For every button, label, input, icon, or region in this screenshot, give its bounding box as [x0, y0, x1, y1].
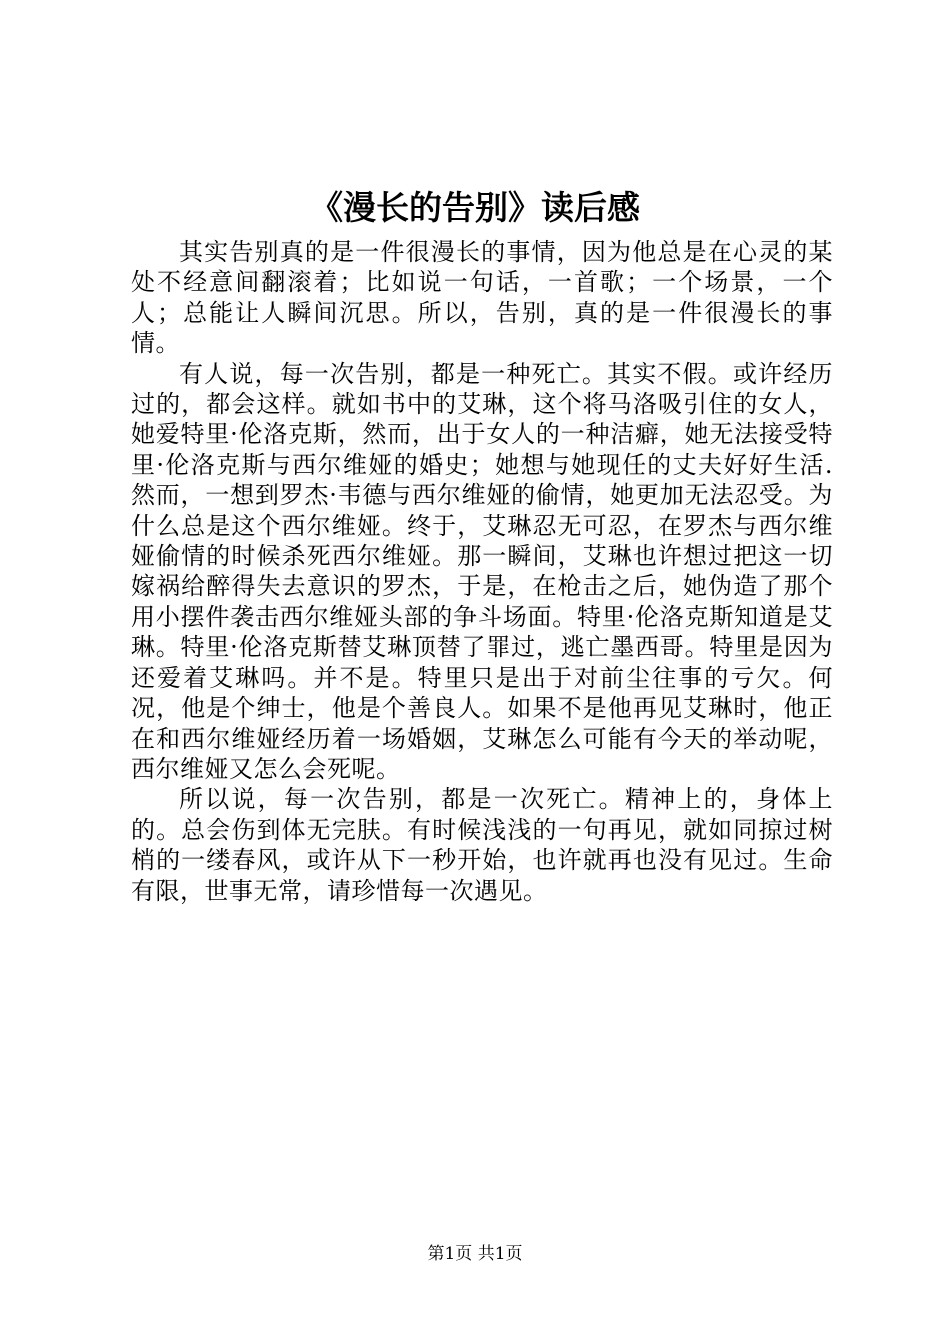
page-footer: 第1页 共1页: [427, 1244, 523, 1264]
paragraph: 所以说，每一次告别，都是一次死亡。精神上的，身体上的。总会伤到体无完肤。有时候浅浅的一句再见，就如同掠过树梢的一缕春风，或许从下一秒开始，也许就再也没有见过。生命有限，世事无常，请珍惜每一次遇见。: [131, 785, 833, 905]
document-body: [131, 237, 833, 906]
paragraph: 其实告别真的是一件很漫长的事情，因为他总是在心灵的某处不经意间翻滚着；比如说一句话，一首歌；一个场景，一个人；总能让人瞬间沉思。所以，告别，真的是一件很漫长的事情。: [131, 238, 833, 358]
paragraph: 有人说，每一次告别，都是一种死亡。其实不假。或许经历过的，都会这样。就如书中的艾琳，这个将马洛吸引住的女人，她爱特里·伦洛克斯，然而，出于女人的一种洁癖，她无法接受特里·伦洛克斯与西尔维娅的婚史；她想与她现任的丈夫好好生活.然而，一想到罗杰·韦德与西尔维娅的偷情，她更加无法忍受。为什么总是这个西尔维娅。终于，艾琳忍无可忍，在罗杰与西尔维娅偷情的时候杀死西尔维娅。那一瞬间，艾琳也许想过把这一切嫁祸给醉得失去意识的罗杰，于是，在枪击之后，她伪造了那个用小摆件袭击西尔维娅头部的争斗场面。特里·伦洛克斯知道是艾琳。特里·伦洛克斯替艾琳顶替了罪过，逃亡墨西哥。特里是因为还爱着艾琳吗。并不是。特里只是出于对前尘往事的亏欠。何况，他是个绅士，他是个善良人。如果不是他再见艾琳时，他正在和西尔维娅经历着一场婚姻，艾琳怎么可能有今天的举动呢，西尔维娅又怎么会死呢。: [131, 359, 833, 783]
document-title: 《漫长的告别》读后感: [310, 188, 640, 227]
